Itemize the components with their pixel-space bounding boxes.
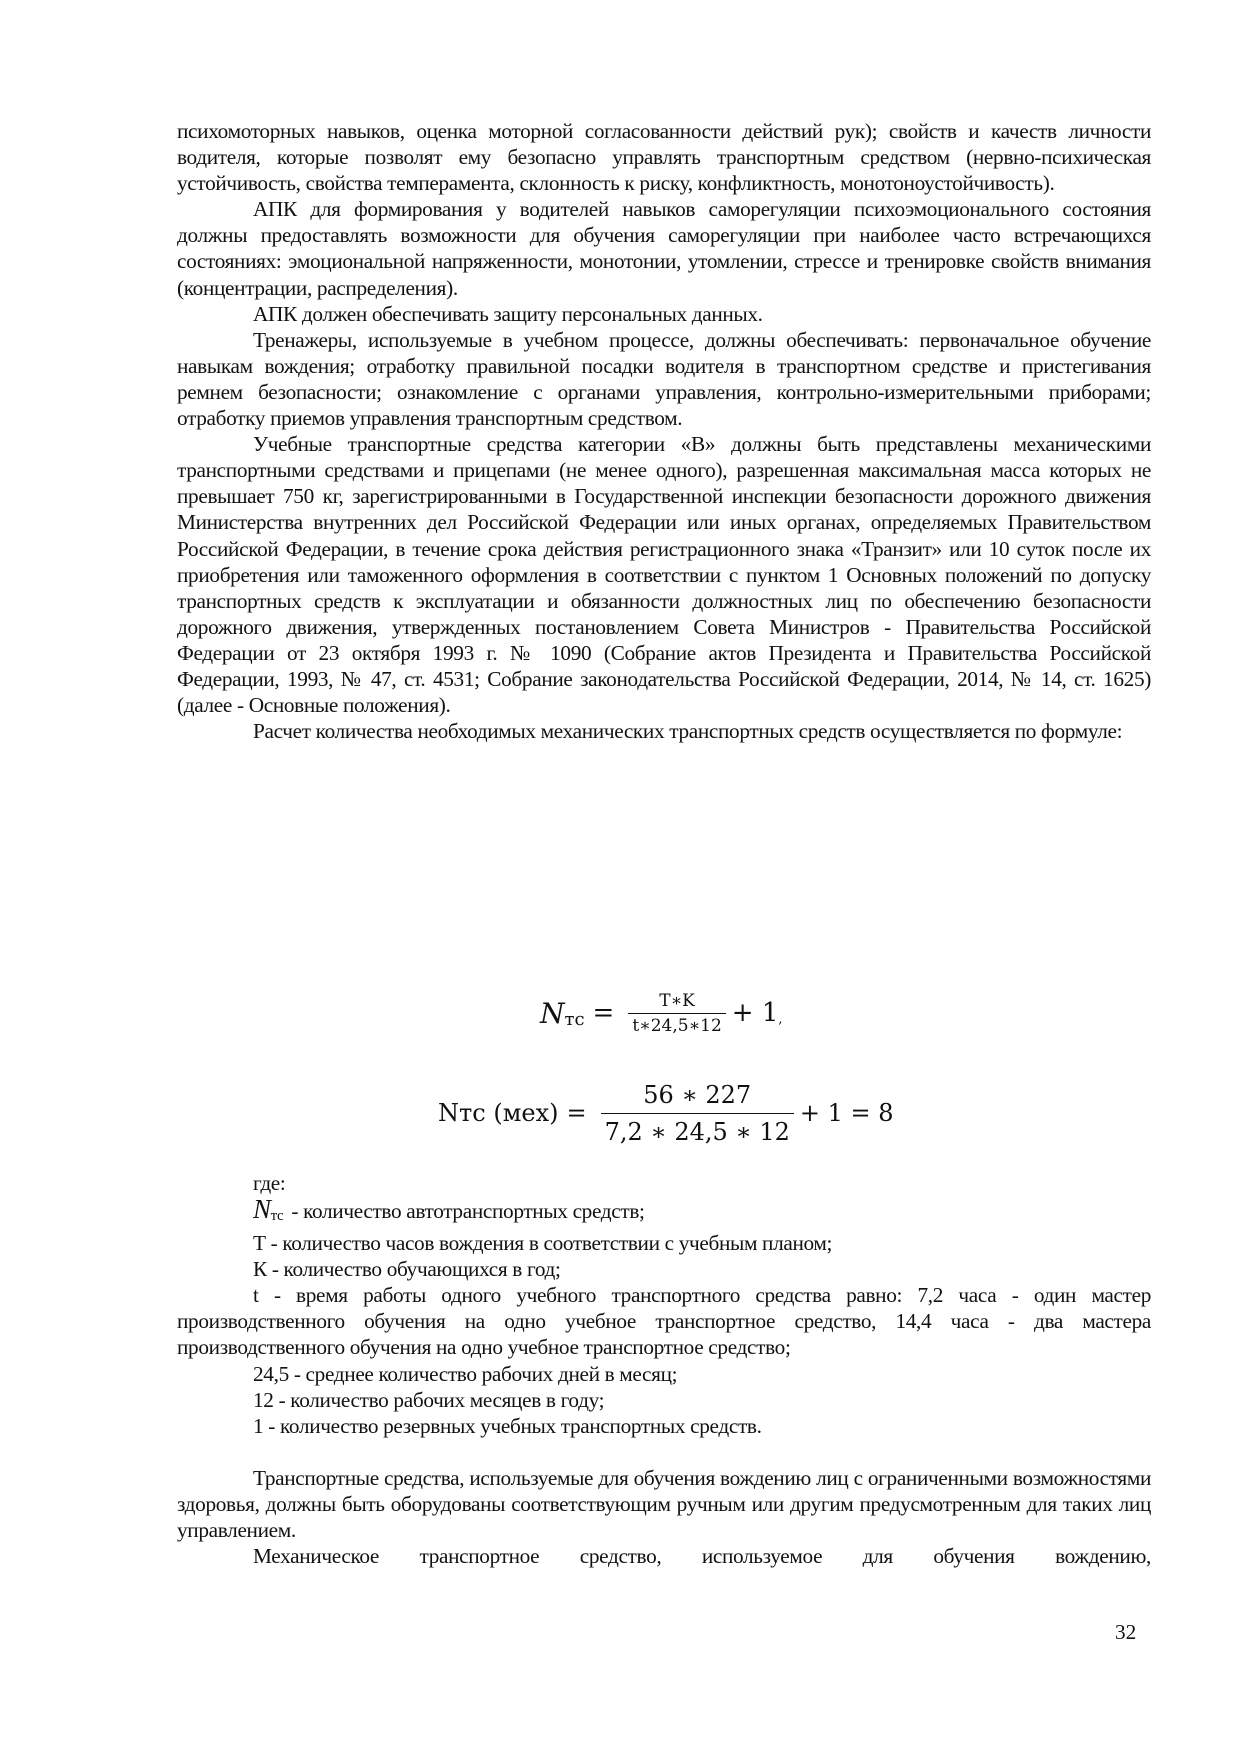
formula-plus-one: + 1: [731, 998, 779, 1028]
formula-fraction: [628, 991, 725, 1036]
definition-k-students: К - количество обучающихся в год;: [253, 1257, 561, 1282]
where-label: где:: [253, 1171, 286, 1195]
definition-ntc: [177, 1196, 1151, 1230]
formula-equals: =: [592, 998, 615, 1028]
formula-comma: ,: [778, 1011, 783, 1027]
formula-denominator: t∗24,5∗12: [628, 1013, 725, 1036]
definition-t-worktime: t - время работы одного учебного транспортного средства равно: 7,2 часа - один мастер производственного обучения на одно учебное транспортное средство, 14,4 часа - два мастера производственного обучения на одно учебное транспортное средство;: [177, 1283, 1151, 1360]
paragraph-simulators: Тренажеры, используемые в учебном процессе, должны обеспечивать: первоначальное обучение навыкам вождения; отработку правильной посадки водителя в транспортном средстве и пристегивания ремнем безопасности; ознакомление с органами управления, контрольно-измерительными приборами; отработку приемов управления транспортным средством.: [177, 327, 1151, 431]
calc-fraction: [601, 1081, 794, 1146]
formula-general: [540, 980, 840, 1046]
definition-reserve: 1 - количество резервных учебных транспортных средств.: [253, 1413, 762, 1438]
calc-numerator: 56 ∗ 227: [643, 1080, 752, 1109]
body-text: [177, 118, 1151, 744]
paragraph-apk-selfregulation: АПК для формирования у водителей навыков саморегуляции психоэмоционального состояния должны предоставлять возможности для обучения саморегуляции при наиболее часто встречающихся состояниях: эмоциональной напряженности, монотонии, утомлении, стрессе и тренировке свойств внимания (концентрации, распределения).: [177, 197, 1151, 300]
paragraph-psychomotor: психомоторных навыков, оценка моторной согласованности действий рук); свойств и качеств личности водителя, которые позволят ему безопасно управлять транспортным средством (нервно-психическая устойчивость, свойства темперамента, склонность к риску, конфликтность, монотоноустойчивость).: [177, 119, 1151, 196]
calc-result: + 1 = 8: [799, 1099, 894, 1127]
variable-definitions: [177, 1170, 1151, 1439]
formula-numerator: T∗K: [659, 990, 695, 1011]
paragraph-calculation-intro: Расчет количества необходимых механических транспортных средств осуществляется по формуле:: [253, 719, 1123, 744]
paragraph-mechanical-vehicle: Механическое транспортное средство, используемое для обучения вождению,: [253, 1544, 1151, 1569]
formula-calculation: [438, 1068, 908, 1158]
ntc-description: - количество автотранспортных средств;: [291, 1199, 645, 1224]
tail-text: [177, 1465, 1151, 1569]
calc-denominator: 7,2 ∗ 24,5 ∗ 12: [601, 1113, 794, 1146]
paragraph-apk-data-protection: АПК должен обеспечивать защиту персональных данных.: [253, 301, 763, 326]
paragraph-category-b-vehicles: Учебные транспортные средства категории «В» должны быть представлены механическими транспортными средствами и прицепами (не менее одного), разрешенная максимальная масса которых не превышает 750 кг, зарегистрированными в Государственной инспекции безопасности дорожного движения Министерства внутренних дел Российской Федерации или иных органах, определяемых Правительством Российской Федерации, в течение срока действия регистрационного знака «Транзит» или 10 суток после их приобретения или таможенного оформления в соответствии с пунктом 1 Основных положений по допуску транспортных средств к эксплуатации и обязанности должностных лиц по обеспечению безопасности дорожного движения, утвержденных постановлением Совета Министров - Правительства Российской Федерации от 23 октября 1993 г. № 1090 (Собрание актов Президента и Правительства Российской Федерации, 1993, № 47, ст. 4531; Собрание законодательства Российской Федерации, 2014, № 14, ст. 1625) (далее - Основные положения).: [177, 432, 1151, 718]
page-number: 32: [1115, 1620, 1137, 1644]
paragraph-disabled-persons: Транспортные средства, используемые для обучения вождению лиц с ограниченными возможностями здоровья, должны быть оборудованы соответствующим ручным или другим предусмотренным для таких лиц управлением.: [177, 1466, 1151, 1543]
calc-lhs: Nтс (мех): [438, 1099, 559, 1127]
formula-lhs-symbol: N: [540, 996, 565, 1030]
ntc-symbol: Nтс: [253, 1194, 284, 1225]
formula-lhs-subscript: тс: [564, 1008, 585, 1030]
definition-t-hours: Т - количество часов вождения в соответствии с учебным планом;: [253, 1231, 833, 1256]
calc-equals: =: [566, 1099, 587, 1127]
definition-months: 12 - количество рабочих месяцев в году;: [253, 1387, 605, 1412]
definition-days: 24,5 - среднее количество рабочих дней в месяц;: [253, 1361, 678, 1386]
